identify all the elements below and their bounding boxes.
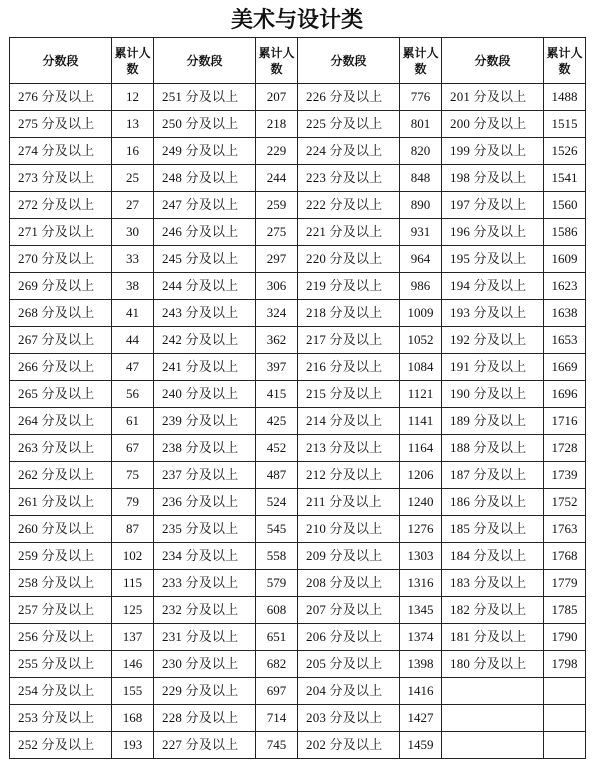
cumulative-count-cell: 415: [256, 381, 298, 408]
score-range-cell: 273 分及以上: [10, 165, 112, 192]
score-range-cell: 220 分及以上: [298, 246, 400, 273]
cumulative-count-cell: 1696: [544, 381, 586, 408]
table-row: [10, 570, 586, 597]
score-range-cell: 255 分及以上: [10, 651, 112, 678]
score-range-cell: 275 分及以上: [10, 111, 112, 138]
table-row: [10, 165, 586, 192]
score-range-cell: [442, 732, 544, 759]
score-range-cell: 246 分及以上: [154, 219, 256, 246]
score-range-cell: 227 分及以上: [154, 732, 256, 759]
count-header-4: 累计人数: [544, 38, 586, 84]
score-range-cell: 213 分及以上: [298, 435, 400, 462]
cumulative-count-cell: 1526: [544, 138, 586, 165]
table-row: [10, 138, 586, 165]
score-range-cell: 229 分及以上: [154, 678, 256, 705]
cumulative-count-cell: 13: [112, 111, 154, 138]
cumulative-count-cell: 1609: [544, 246, 586, 273]
table-body: [10, 84, 586, 759]
score-range-cell: 203 分及以上: [298, 705, 400, 732]
score-range-cell: 199 分及以上: [442, 138, 544, 165]
score-range-cell: 215 分及以上: [298, 381, 400, 408]
cumulative-count-cell: 1427: [400, 705, 442, 732]
cumulative-count-cell: 168: [112, 705, 154, 732]
cumulative-count-cell: 1488: [544, 84, 586, 111]
score-range-cell: 188 分及以上: [442, 435, 544, 462]
score-range-cell: 210 分及以上: [298, 516, 400, 543]
cumulative-count-cell: 931: [400, 219, 442, 246]
score-range-cell: 254 分及以上: [10, 678, 112, 705]
score-range-cell: 184 分及以上: [442, 543, 544, 570]
table-row: [10, 219, 586, 246]
cumulative-count-cell: 275: [256, 219, 298, 246]
score-range-cell: 230 分及以上: [154, 651, 256, 678]
score-range-cell: 259 分及以上: [10, 543, 112, 570]
cumulative-count-cell: 558: [256, 543, 298, 570]
score-range-cell: 191 分及以上: [442, 354, 544, 381]
table-row: [10, 543, 586, 570]
score-distribution-table: [9, 37, 586, 759]
cumulative-count-cell: [544, 732, 586, 759]
cumulative-count-cell: 75: [112, 462, 154, 489]
cumulative-count-cell: 218: [256, 111, 298, 138]
score-range-cell: 263 分及以上: [10, 435, 112, 462]
table-row: [10, 597, 586, 624]
cumulative-count-cell: 1623: [544, 273, 586, 300]
score-range-cell: 200 分及以上: [442, 111, 544, 138]
cumulative-count-cell: 545: [256, 516, 298, 543]
cumulative-count-cell: 1240: [400, 489, 442, 516]
cumulative-count-cell: 1121: [400, 381, 442, 408]
cumulative-count-cell: 30: [112, 219, 154, 246]
cumulative-count-cell: 229: [256, 138, 298, 165]
table-row: [10, 489, 586, 516]
score-range-cell: 245 分及以上: [154, 246, 256, 273]
cumulative-count-cell: 27: [112, 192, 154, 219]
score-range-cell: 270 分及以上: [10, 246, 112, 273]
score-range-cell: 234 分及以上: [154, 543, 256, 570]
table-row: [10, 111, 586, 138]
cumulative-count-cell: 1084: [400, 354, 442, 381]
cumulative-count-cell: 1052: [400, 327, 442, 354]
cumulative-count-cell: 452: [256, 435, 298, 462]
score-range-cell: 206 分及以上: [298, 624, 400, 651]
cumulative-count-cell: 102: [112, 543, 154, 570]
score-range-cell: 221 分及以上: [298, 219, 400, 246]
cumulative-count-cell: 608: [256, 597, 298, 624]
range-header-3: 分数段: [298, 38, 400, 84]
score-range-cell: 271 分及以上: [10, 219, 112, 246]
range-header-1: 分数段: [10, 38, 112, 84]
table-row: [10, 732, 586, 759]
cumulative-count-cell: 259: [256, 192, 298, 219]
score-range-cell: [442, 705, 544, 732]
score-range-cell: 257 分及以上: [10, 597, 112, 624]
cumulative-count-cell: 801: [400, 111, 442, 138]
cumulative-count-cell: 964: [400, 246, 442, 273]
score-range-cell: 180 分及以上: [442, 651, 544, 678]
cumulative-count-cell: 579: [256, 570, 298, 597]
score-range-cell: 248 分及以上: [154, 165, 256, 192]
table-row: [10, 273, 586, 300]
cumulative-count-cell: 61: [112, 408, 154, 435]
range-header-4: 分数段: [442, 38, 544, 84]
cumulative-count-cell: 146: [112, 651, 154, 678]
cumulative-count-cell: 362: [256, 327, 298, 354]
score-range-cell: 211 分及以上: [298, 489, 400, 516]
cumulative-count-cell: 1752: [544, 489, 586, 516]
score-range-cell: 204 分及以上: [298, 678, 400, 705]
score-range-cell: 189 分及以上: [442, 408, 544, 435]
score-range-cell: 216 分及以上: [298, 354, 400, 381]
cumulative-count-cell: [544, 678, 586, 705]
cumulative-count-cell: 1206: [400, 462, 442, 489]
cumulative-count-cell: 487: [256, 462, 298, 489]
cumulative-count-cell: 1276: [400, 516, 442, 543]
score-range-cell: 239 分及以上: [154, 408, 256, 435]
cumulative-count-cell: 697: [256, 678, 298, 705]
cumulative-count-cell: 1515: [544, 111, 586, 138]
table-row: [10, 516, 586, 543]
cumulative-count-cell: 155: [112, 678, 154, 705]
cumulative-count-cell: 1798: [544, 651, 586, 678]
cumulative-count-cell: 848: [400, 165, 442, 192]
score-range-cell: 209 分及以上: [298, 543, 400, 570]
table-row: [10, 462, 586, 489]
table-row: [10, 192, 586, 219]
cumulative-count-cell: 1669: [544, 354, 586, 381]
cumulative-count-cell: 324: [256, 300, 298, 327]
cumulative-count-cell: 297: [256, 246, 298, 273]
score-range-cell: 243 分及以上: [154, 300, 256, 327]
cumulative-count-cell: 193: [112, 732, 154, 759]
score-range-cell: 193 分及以上: [442, 300, 544, 327]
score-range-cell: 224 分及以上: [298, 138, 400, 165]
cumulative-count-cell: 87: [112, 516, 154, 543]
count-header-3: 累计人数: [400, 38, 442, 84]
score-range-cell: 266 分及以上: [10, 354, 112, 381]
score-range-cell: 218 分及以上: [298, 300, 400, 327]
score-range-cell: 185 分及以上: [442, 516, 544, 543]
table-row: [10, 327, 586, 354]
score-range-cell: 240 分及以上: [154, 381, 256, 408]
score-range-cell: 186 分及以上: [442, 489, 544, 516]
cumulative-count-cell: 25: [112, 165, 154, 192]
cumulative-count-cell: 1345: [400, 597, 442, 624]
cumulative-count-cell: 79: [112, 489, 154, 516]
score-range-cell: 268 分及以上: [10, 300, 112, 327]
score-range-cell: 190 分及以上: [442, 381, 544, 408]
score-range-cell: 195 分及以上: [442, 246, 544, 273]
cumulative-count-cell: 1785: [544, 597, 586, 624]
score-range-cell: 231 分及以上: [154, 624, 256, 651]
score-range-cell: 217 分及以上: [298, 327, 400, 354]
score-range-cell: 272 分及以上: [10, 192, 112, 219]
cumulative-count-cell: [544, 705, 586, 732]
cumulative-count-cell: 1009: [400, 300, 442, 327]
cumulative-count-cell: 56: [112, 381, 154, 408]
score-range-cell: 194 分及以上: [442, 273, 544, 300]
cumulative-count-cell: 1398: [400, 651, 442, 678]
cumulative-count-cell: 47: [112, 354, 154, 381]
table-row: [10, 300, 586, 327]
score-range-cell: 265 分及以上: [10, 381, 112, 408]
score-range-cell: 235 分及以上: [154, 516, 256, 543]
table-row: [10, 678, 586, 705]
table-row: [10, 84, 586, 111]
table-row: [10, 408, 586, 435]
cumulative-count-cell: 1164: [400, 435, 442, 462]
cumulative-count-cell: 682: [256, 651, 298, 678]
score-range-cell: 251 分及以上: [154, 84, 256, 111]
cumulative-count-cell: 1638: [544, 300, 586, 327]
cumulative-count-cell: 16: [112, 138, 154, 165]
table-row: [10, 246, 586, 273]
score-range-cell: 202 分及以上: [298, 732, 400, 759]
cumulative-count-cell: 115: [112, 570, 154, 597]
cumulative-count-cell: 1560: [544, 192, 586, 219]
cumulative-count-cell: 1374: [400, 624, 442, 651]
cumulative-count-cell: 1653: [544, 327, 586, 354]
cumulative-count-cell: 714: [256, 705, 298, 732]
cumulative-count-cell: 1416: [400, 678, 442, 705]
cumulative-count-cell: 820: [400, 138, 442, 165]
cumulative-count-cell: 776: [400, 84, 442, 111]
score-range-cell: 260 分及以上: [10, 516, 112, 543]
cumulative-count-cell: 244: [256, 165, 298, 192]
cumulative-count-cell: 425: [256, 408, 298, 435]
score-range-cell: 212 分及以上: [298, 462, 400, 489]
score-range-cell: 256 分及以上: [10, 624, 112, 651]
score-range-cell: 250 分及以上: [154, 111, 256, 138]
score-range-cell: 219 分及以上: [298, 273, 400, 300]
score-range-cell: 267 分及以上: [10, 327, 112, 354]
score-range-cell: 264 分及以上: [10, 408, 112, 435]
score-range-cell: 237 分及以上: [154, 462, 256, 489]
range-header-2: 分数段: [154, 38, 256, 84]
score-range-cell: 241 分及以上: [154, 354, 256, 381]
score-range-cell: 196 分及以上: [442, 219, 544, 246]
score-range-cell: 247 分及以上: [154, 192, 256, 219]
cumulative-count-cell: 890: [400, 192, 442, 219]
cumulative-count-cell: 1316: [400, 570, 442, 597]
score-range-cell: 242 分及以上: [154, 327, 256, 354]
cumulative-count-cell: 1141: [400, 408, 442, 435]
cumulative-count-cell: 1459: [400, 732, 442, 759]
score-range-cell: 205 分及以上: [298, 651, 400, 678]
score-range-cell: 228 分及以上: [154, 705, 256, 732]
cumulative-count-cell: 38: [112, 273, 154, 300]
count-header-2: 累计人数: [256, 38, 298, 84]
count-header-1: 累计人数: [112, 38, 154, 84]
score-range-cell: 201 分及以上: [442, 84, 544, 111]
score-range-cell: 262 分及以上: [10, 462, 112, 489]
cumulative-count-cell: 137: [112, 624, 154, 651]
cumulative-count-cell: 1763: [544, 516, 586, 543]
score-range-cell: 183 分及以上: [442, 570, 544, 597]
cumulative-count-cell: 12: [112, 84, 154, 111]
table-row: [10, 651, 586, 678]
score-range-cell: 208 分及以上: [298, 570, 400, 597]
score-range-cell: 274 分及以上: [10, 138, 112, 165]
score-range-cell: 181 分及以上: [442, 624, 544, 651]
score-range-cell: 261 分及以上: [10, 489, 112, 516]
cumulative-count-cell: 1739: [544, 462, 586, 489]
cumulative-count-cell: 1779: [544, 570, 586, 597]
score-range-cell: 238 分及以上: [154, 435, 256, 462]
score-range-cell: 198 分及以上: [442, 165, 544, 192]
cumulative-count-cell: 1586: [544, 219, 586, 246]
cumulative-count-cell: 1728: [544, 435, 586, 462]
header-row: [10, 38, 586, 84]
score-range-cell: 207 分及以上: [298, 597, 400, 624]
cumulative-count-cell: 125: [112, 597, 154, 624]
score-range-cell: 236 分及以上: [154, 489, 256, 516]
cumulative-count-cell: 1768: [544, 543, 586, 570]
score-range-cell: 233 分及以上: [154, 570, 256, 597]
cumulative-count-cell: 67: [112, 435, 154, 462]
cumulative-count-cell: 306: [256, 273, 298, 300]
score-range-cell: 187 分及以上: [442, 462, 544, 489]
score-range-cell: 232 分及以上: [154, 597, 256, 624]
score-range-cell: 214 分及以上: [298, 408, 400, 435]
cumulative-count-cell: 1716: [544, 408, 586, 435]
table-row: [10, 624, 586, 651]
table-row: [10, 381, 586, 408]
score-range-cell: 276 分及以上: [10, 84, 112, 111]
cumulative-count-cell: 41: [112, 300, 154, 327]
score-range-cell: 244 分及以上: [154, 273, 256, 300]
cumulative-count-cell: 1790: [544, 624, 586, 651]
table-row: [10, 435, 586, 462]
score-range-cell: 258 分及以上: [10, 570, 112, 597]
cumulative-count-cell: 986: [400, 273, 442, 300]
score-range-cell: 222 分及以上: [298, 192, 400, 219]
cumulative-count-cell: 524: [256, 489, 298, 516]
score-range-cell: 226 分及以上: [298, 84, 400, 111]
cumulative-count-cell: 745: [256, 732, 298, 759]
cumulative-count-cell: 651: [256, 624, 298, 651]
score-range-cell: 223 分及以上: [298, 165, 400, 192]
score-range-cell: 269 分及以上: [10, 273, 112, 300]
cumulative-count-cell: 207: [256, 84, 298, 111]
score-range-cell: 252 分及以上: [10, 732, 112, 759]
cumulative-count-cell: 44: [112, 327, 154, 354]
cumulative-count-cell: 397: [256, 354, 298, 381]
score-range-cell: 182 分及以上: [442, 597, 544, 624]
page-title: 美术与设计类: [230, 7, 363, 33]
score-range-cell: [442, 678, 544, 705]
cumulative-count-cell: 1303: [400, 543, 442, 570]
cumulative-count-cell: 1541: [544, 165, 586, 192]
table-row: [10, 354, 586, 381]
score-range-cell: 249 分及以上: [154, 138, 256, 165]
score-range-cell: 225 分及以上: [298, 111, 400, 138]
score-range-cell: 192 分及以上: [442, 327, 544, 354]
cumulative-count-cell: 33: [112, 246, 154, 273]
score-range-cell: 253 分及以上: [10, 705, 112, 732]
score-range-cell: 197 分及以上: [442, 192, 544, 219]
table-row: [10, 705, 586, 732]
